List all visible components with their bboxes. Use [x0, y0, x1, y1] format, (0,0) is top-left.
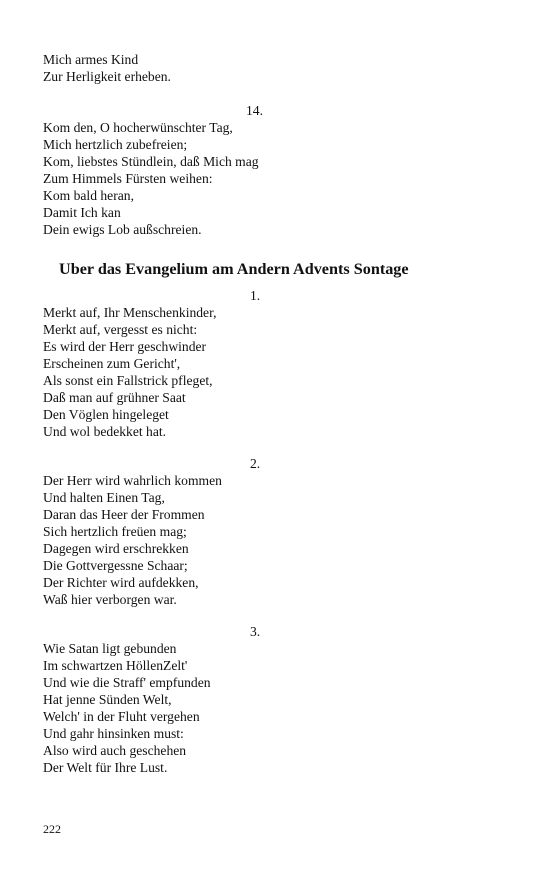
verse-line: Der Welt für Ihre Lust. [43, 760, 168, 775]
stanza-number: 3. [250, 624, 261, 639]
verse-line: Dein ewigs Lob außschreien. [43, 222, 202, 237]
hymn-title: Uber das Evangelium am Andern Advents Sontage [59, 260, 409, 278]
verse-line: Die Gottvergessne Schaar; [43, 558, 188, 573]
verse-line: Als sonst ein Fallstrick pfleget, [43, 373, 213, 388]
verse-line: Merkt auf, vergesst es nicht: [43, 322, 198, 337]
verse-line: Also wird auch geschehen [43, 743, 187, 758]
verse-line: Und halten Einen Tag, [43, 490, 165, 505]
verse-line: Und gahr hinsinken must: [43, 726, 184, 741]
verse-line: Mich hertzlich zubefreien; [43, 137, 188, 152]
verse-line: Und wie die Straff' empfunden [43, 675, 211, 690]
verse-line: Kom bald heran, [43, 188, 134, 203]
verse-line: Dagegen wird erschrekken [43, 541, 189, 556]
verse-line: Wie Satan ligt gebunden [43, 641, 177, 656]
verse-line: Kom, liebstes Stündlein, daß Mich mag [43, 154, 259, 169]
verse-line: Mich armes Kind [43, 52, 139, 67]
verse-line: Den Vöglen hingeleget [43, 407, 169, 422]
verse-line: Daran das Heer der Frommen [43, 507, 205, 522]
verse-line: Erscheinen zum Gericht', [43, 356, 181, 371]
verse-line: Zum Himmels Fürsten weihen: [43, 171, 213, 186]
verse-line: Hat jenne Sünden Welt, [43, 692, 172, 707]
verse-line: Damit Ich kan [43, 205, 121, 220]
verse-line: Waß hier verborgen war. [43, 592, 177, 607]
stanza-number: 1. [250, 288, 261, 303]
verse-line: Der Herr wird wahrlich kommen [43, 473, 222, 488]
page-number: 222 [43, 822, 61, 836]
stanza-number: 2. [250, 456, 261, 471]
verse-line: Es wird der Herr geschwinder [43, 339, 207, 354]
verse-line: Welch' in der Fluht vergehen [43, 709, 200, 724]
verse-line: Kom den, O hocherwünschter Tag, [43, 120, 233, 135]
stanza-number: 14. [246, 103, 263, 118]
verse-line: Im schwartzen HöllenZelt' [43, 658, 188, 673]
verse-line: Und wol bedekket hat. [43, 424, 167, 439]
verse-line: Sich hertzlich freüen mag; [43, 524, 187, 539]
verse-line: Der Richter wird aufdekken, [43, 575, 199, 590]
verse-line: Daß man auf grühner Saat [43, 390, 186, 405]
verse-line: Merkt auf, Ihr Menschenkinder, [43, 305, 217, 320]
verse-line: Zur Herligkeit erheben. [43, 69, 171, 84]
